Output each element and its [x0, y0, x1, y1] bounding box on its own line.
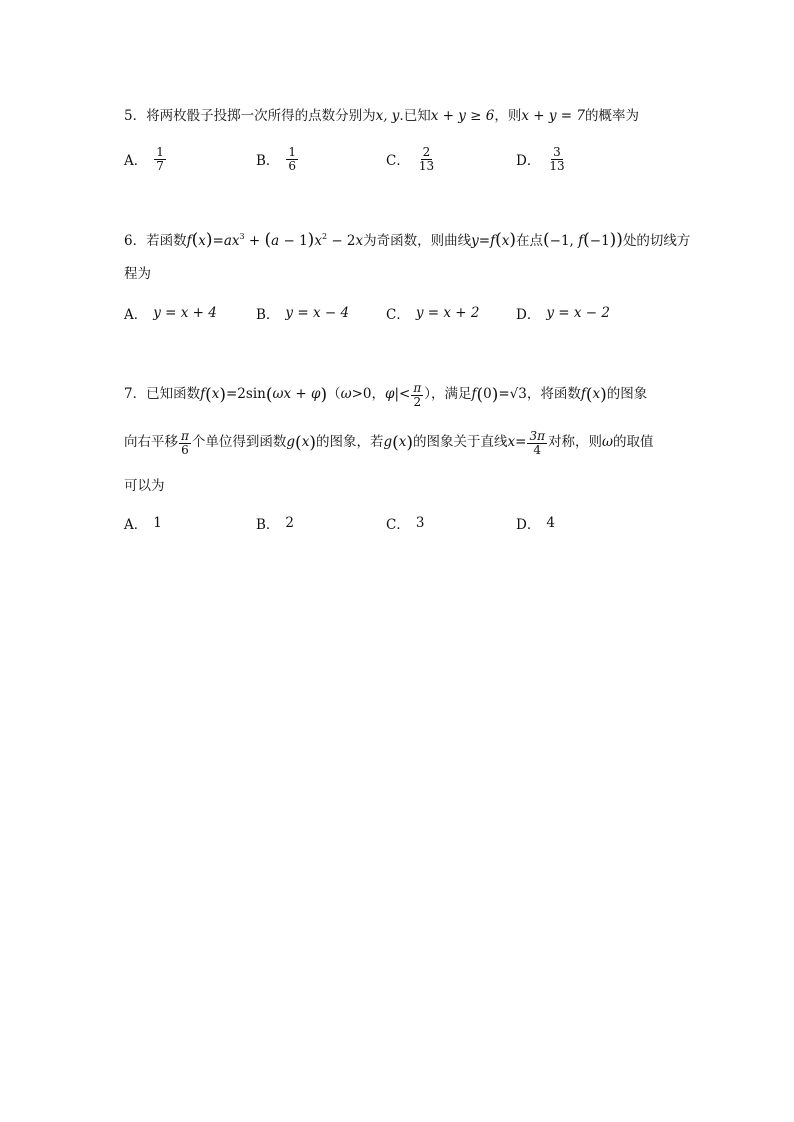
- q5-number: 5．: [124, 108, 147, 124]
- question-7: 7． 已知函数 f ( x ) =2sin ( ωx + φ ) （ ω >0， φ | < $\frac{\pi}{2}$ ），满足 f ( 0 ) =√3 ，将函数 f ( x ) 的图象: [124, 381, 648, 409]
- q6-math: f: [186, 233, 192, 249]
- option-expression: y = x + 4: [153, 305, 217, 321]
- q6-option-d[interactable]: [516, 303, 610, 323]
- question-7-line-3: 可以为: [124, 478, 165, 494]
- q5-text-2: .已知: [399, 108, 431, 124]
- option-expression: y = x − 2: [546, 305, 610, 321]
- q7-option-d[interactable]: [516, 513, 555, 533]
- option-expression: y = x + 2: [415, 305, 480, 321]
- question-6-line-2: 程为: [124, 266, 151, 282]
- question-7-line-2: 向右平移 $\frac{\pi}{6}$ 个单位得到函数 g ( x ) 的图象，若 g ( x ) 的图象关于直线 x= $\frac{3\pi}{4}$ 对称，则 ω 的取值: [124, 429, 654, 457]
- q5-option-a[interactable]: [124, 146, 167, 172]
- option-fraction: $\frac{3}{13}$: [549, 145, 565, 173]
- option-label: A．: [124, 153, 148, 170]
- question-5: [124, 110, 639, 124]
- option-label: B．: [256, 153, 280, 170]
- q6-option-b[interactable]: [256, 303, 349, 323]
- option-label: D．: [516, 153, 541, 170]
- option-expression: 1: [153, 515, 162, 531]
- q7-option-a[interactable]: [124, 513, 162, 533]
- option-expression: 2: [285, 515, 295, 531]
- q5-math-1: x, y: [375, 108, 400, 124]
- option-label: C．: [386, 517, 410, 533]
- q7-option-c[interactable]: [386, 513, 424, 533]
- option-label: B．: [256, 307, 280, 323]
- option-label: D．: [516, 517, 541, 533]
- q6-text-3: 在点: [516, 233, 543, 249]
- q5-option-c[interactable]: [386, 146, 437, 172]
- question-6: 6．若函数$f(x)=ax^3 + (a - 1)x^2 - 2x$为奇函数，则曲线y=f(x)在点(−1, f(−1))处的切线方: [124, 230, 691, 250]
- option-label: A．: [124, 307, 148, 323]
- q7-number: 7．: [124, 386, 147, 403]
- q6-option-c[interactable]: [386, 303, 479, 323]
- q6-number: 6．: [124, 233, 147, 249]
- q5-math-2: x + y ≥ 6: [430, 108, 495, 124]
- option-label: C．: [386, 153, 410, 170]
- option-fraction: $\frac{2}{13}$: [418, 145, 435, 173]
- option-expression: y = x − 4: [285, 305, 350, 321]
- q6-option-a[interactable]: [124, 303, 217, 323]
- option-fraction: $\frac{1}{7}$: [156, 145, 164, 173]
- q5-text-4: 的概率为: [584, 108, 639, 124]
- option-label: A．: [124, 517, 148, 533]
- q7-option-b[interactable]: [256, 513, 294, 533]
- q6-text-4: 处的切线方: [622, 233, 691, 249]
- option-label: C．: [386, 307, 410, 323]
- option-label: B．: [256, 517, 280, 533]
- option-expression: 4: [546, 515, 555, 531]
- option-expression: 3: [415, 515, 425, 531]
- q5-option-d[interactable]: [516, 146, 568, 172]
- q5-math-3: x + y = 7: [521, 108, 585, 124]
- q5-text-3: ，则: [494, 108, 522, 124]
- option-label: D．: [516, 307, 541, 323]
- q6-text-1: 若函数: [146, 233, 187, 249]
- q5-option-b[interactable]: [256, 146, 299, 172]
- q5-text-1: 将两枚骰子投掷一次所得的点数分别为: [146, 108, 376, 124]
- q6-text-2: 为奇函数，则曲线: [363, 233, 472, 249]
- option-fraction: $\frac{1}{6}$: [288, 145, 297, 173]
